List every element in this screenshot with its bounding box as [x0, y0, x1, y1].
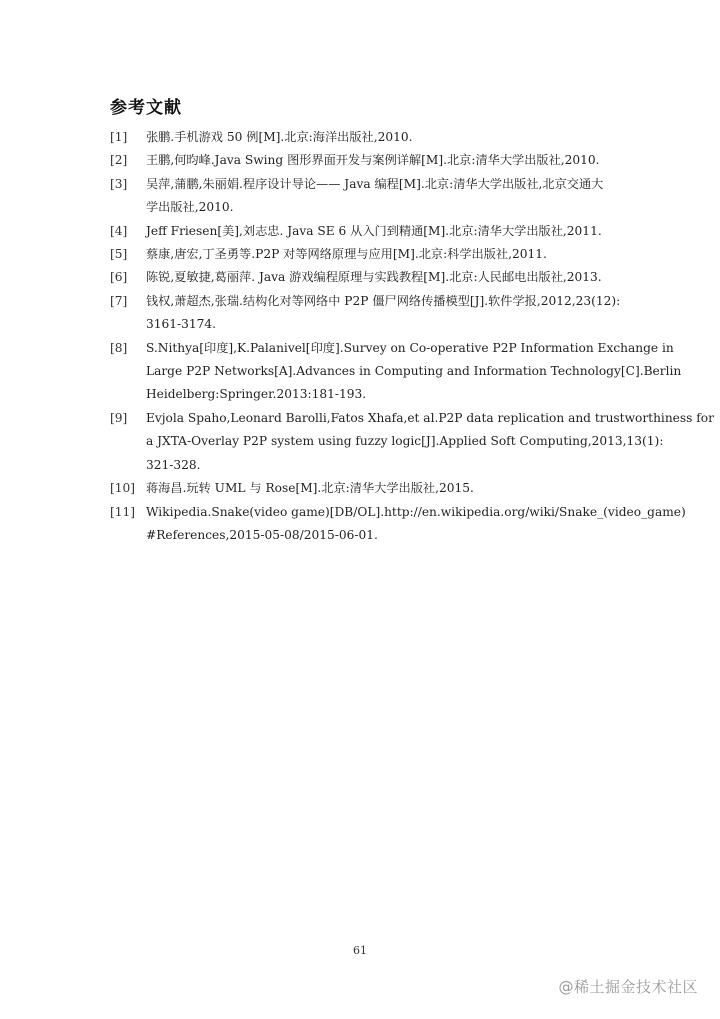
reference-number: [3]: [110, 176, 128, 191]
reference-number: [1]: [110, 130, 128, 144]
reference-text: [146, 220, 615, 243]
reference-line: #References,2015-05-08/2015-06-01.: [146, 527, 378, 542]
reference-line: 蒋海昌.玩转 UML 与 Rose[M].北京:清华大学出版社,2015.: [146, 481, 474, 496]
reference-item: [110, 173, 615, 220]
reference-line: 3161-3174.: [146, 317, 217, 332]
reference-line: S.Nithya[印度],K.Palanivel[印度].Survey on Co-operative P2P Information Exchange in: [146, 340, 674, 355]
reference-line: 321-328.: [146, 457, 201, 472]
reference-list: [110, 126, 714, 547]
reference-number: [5]: [110, 247, 128, 262]
watermark: @稀土掘金技术社区: [558, 978, 698, 996]
reference-item: [110, 149, 615, 172]
reference-line: Heidelberg:Springer.2013:181-193.: [146, 387, 367, 402]
reference-item: [110, 477, 615, 500]
reference-number: [10]: [110, 481, 136, 496]
references-heading: 参考文献: [110, 98, 182, 118]
reference-text: [146, 266, 615, 289]
reference-line: 陈锐,夏敏捷,葛丽萍. Java 游戏编程原理与实践教程[M].北京:人民邮电出版社,2013.: [146, 270, 602, 285]
reference-line: Large P2P Networks[A].Advances in Computing and Information Technology[C].Berlin: [146, 364, 682, 379]
reference-text: [146, 501, 686, 548]
reference-text: [146, 126, 615, 149]
reference-line: Evjola Spaho,Leonard Barolli,Fatos Xhafa,et al.P2P data replication and trustworthiness for: [146, 410, 714, 425]
reference-line: 王鹏,何昀峰.Java Swing 图形界面开发与案例详解[M].北京:清华大学出版社,2010.: [146, 153, 600, 168]
reference-item: [110, 290, 621, 337]
reference-item: [110, 337, 682, 407]
reference-line: 钱权,萧超杰,张瑞.结构化对等网络中 P2P 僵尸网络传播模型[J].软件学报,2012,23(12):: [146, 293, 621, 308]
reference-number: [8]: [110, 340, 128, 355]
reference-item: [110, 407, 714, 477]
reference-number: [7]: [110, 293, 128, 308]
reference-line: a JXTA-Overlay P2P system using fuzzy logic[J].Applied Soft Computing,2013,13(1):: [146, 434, 664, 449]
page-number: 61: [353, 944, 367, 957]
reference-number: [4]: [110, 223, 128, 238]
reference-item: [110, 220, 615, 243]
reference-line: 张鹏.手机游戏 50 例[M].北京:海洋出版社,2010.: [146, 130, 413, 144]
reference-item: [110, 266, 615, 289]
reference-number: [9]: [110, 410, 128, 425]
reference-item: [110, 501, 686, 548]
reference-item: [110, 126, 615, 149]
reference-text: [146, 173, 615, 220]
reference-line: Jeff Friesen[美],刘志忠. Java SE 6 从入门到精通[M].北京:清华大学出版社,2011.: [146, 223, 602, 238]
reference-item: [110, 243, 615, 266]
reference-text: [146, 290, 620, 337]
reference-line: 学出版社,2010.: [146, 200, 234, 215]
reference-text: [146, 477, 615, 500]
reference-text: [146, 337, 681, 407]
reference-line: 蔡康,唐宏,丁圣勇等.P2P 对等网络原理与应用[M].北京:科学出版社,2011.: [146, 247, 547, 262]
reference-number: [2]: [110, 153, 128, 168]
reference-text: [146, 149, 615, 172]
reference-text: [146, 407, 714, 477]
reference-line: 吴萍,蒲鹏,朱丽娟.程序设计导论—— Java 编程[M].北京:清华大学出版社,北京交通大: [146, 176, 604, 191]
reference-number: [6]: [110, 270, 128, 285]
reference-line: Wikipedia.Snake(video game)[DB/OL].http://en.wikipedia.org/wiki/Snake_(video_game): [146, 504, 686, 519]
reference-number: [11]: [110, 504, 136, 519]
reference-text: [146, 243, 615, 266]
